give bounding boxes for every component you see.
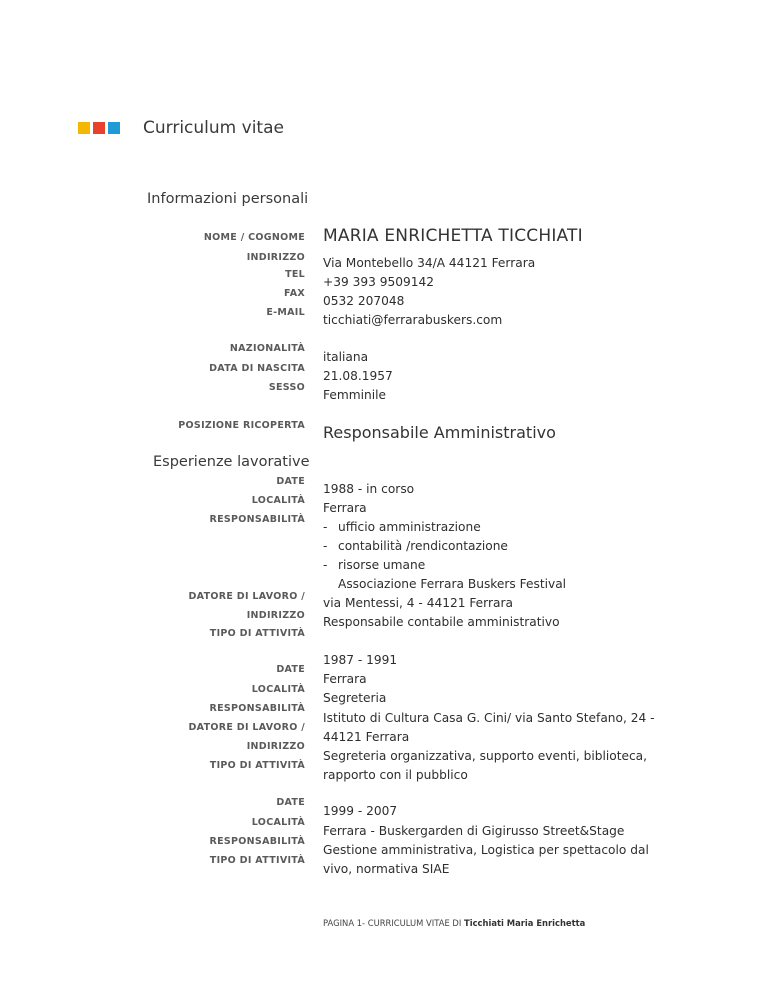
value-fax: 0532 207048 <box>323 294 405 308</box>
value-name: MARIA ENRICHETTA TICCHIATI <box>323 226 583 246</box>
label-fax: FAX <box>284 288 305 299</box>
job2-label-date: DATE <box>276 664 305 675</box>
document-title: Curriculum vitae <box>143 118 284 138</box>
job1-bullet-2: - <box>323 539 328 553</box>
job1-activity: Responsabile contabile amministrativo <box>323 615 560 629</box>
logo-square-red <box>93 122 105 134</box>
job2-employer-line2: 44121 Ferrara <box>323 730 410 744</box>
job2-label-employer: DATORE DI LAVORO / <box>188 722 305 733</box>
section-work-experience: Esperienze lavorative <box>153 454 310 470</box>
label-nationality: NAZIONALITÀ <box>229 343 305 354</box>
value-tel: +39 393 9509142 <box>323 275 435 289</box>
label-position: POSIZIONE RICOPERTA <box>178 420 305 431</box>
job1-label-address: INDIRIZZO <box>246 610 305 621</box>
value-email: ticchiati@ferrarabuskers.com <box>323 313 503 327</box>
job1-label-date: DATE <box>276 476 305 487</box>
job2-label-location: LOCALITÀ <box>251 684 305 695</box>
value-nationality: italiana <box>323 350 369 364</box>
job1-label-responsibility: RESPONSABILITÀ <box>209 514 305 525</box>
label-address: INDIRIZZO <box>246 252 305 263</box>
logo-square-blue <box>108 122 120 134</box>
job2-label-address: INDIRIZZO <box>246 741 305 752</box>
label-email: E-MAIL <box>266 307 305 318</box>
job2-label-responsibility: RESPONSABILITÀ <box>209 703 305 714</box>
job1-responsibility-2: contabilità /rendicontazione <box>338 539 508 553</box>
label-birth-date: DATA DI NASCITA <box>209 363 305 374</box>
section-personal-info: Informazioni personali <box>147 191 309 207</box>
label-tel: TEL <box>285 269 305 280</box>
job2-employer-line1: Istituto di Cultura Casa G. Cini/ via Santo Stefano, 24 - <box>323 711 655 725</box>
job1-employer: Associazione Ferrara Buskers Festival <box>338 577 567 591</box>
job3-label-activity: TIPO DI ATTIVITÀ <box>209 855 305 866</box>
job1-responsibility-1: ufficio amministrazione <box>338 520 481 534</box>
logo-square-yellow <box>78 122 90 134</box>
job1-label-location: LOCALITÀ <box>251 495 305 506</box>
footer-prefix: PAGINA 1- CURRICULUM VITAE DI <box>323 918 464 928</box>
label-name: NOME / COGNOME <box>203 232 305 243</box>
job2-label-activity: TIPO DI ATTIVITÀ <box>209 760 305 771</box>
job2-activity-line2: rapporto con il pubblico <box>323 768 468 782</box>
job2-date: 1987 - 1991 <box>323 653 398 667</box>
job1-label-employer: DATORE DI LAVORO / <box>188 591 305 602</box>
job1-label-activity: TIPO DI ATTIVITÀ <box>209 628 305 639</box>
job3-date: 1999 - 2007 <box>323 804 398 818</box>
job3-activity-line1: Gestione amministrativa, Logistica per spettacolo dal <box>323 843 649 857</box>
footer-name: Ticchiati Maria Enrichetta <box>463 918 586 928</box>
job3-label-date: DATE <box>276 797 305 808</box>
page-footer <box>323 918 585 928</box>
job3-label-location: LOCALITÀ <box>251 817 305 828</box>
value-sex: Femminile <box>323 388 386 402</box>
job2-responsibility: Segreteria <box>323 691 387 705</box>
job3-activity-line2: vivo, normativa SIAE <box>323 862 450 876</box>
job2-activity-line1: Segreteria organizzativa, supporto eventi, biblioteca, <box>323 749 648 763</box>
job1-date: 1988 - in corso <box>323 482 415 496</box>
value-address: Via Montebello 34/A 44121 Ferrara <box>323 256 536 270</box>
value-position: Responsabile Amministrativo <box>323 423 556 442</box>
job3-label-responsibility: RESPONSABILITÀ <box>209 836 305 847</box>
job1-address: via Mentessi, 4 - 44121 Ferrara <box>323 596 513 610</box>
job1-location: Ferrara <box>323 501 367 515</box>
label-sex: SESSO <box>268 382 305 393</box>
job1-bullet-1: - <box>323 520 328 534</box>
job1-responsibility-3: risorse umane <box>338 558 426 572</box>
job3-location: Ferrara - Buskergarden di Gigirusso Street&Stage <box>323 824 625 838</box>
job1-bullet-3: - <box>323 558 328 572</box>
value-birth-date: 21.08.1957 <box>323 369 393 383</box>
job2-location: Ferrara <box>323 672 367 686</box>
